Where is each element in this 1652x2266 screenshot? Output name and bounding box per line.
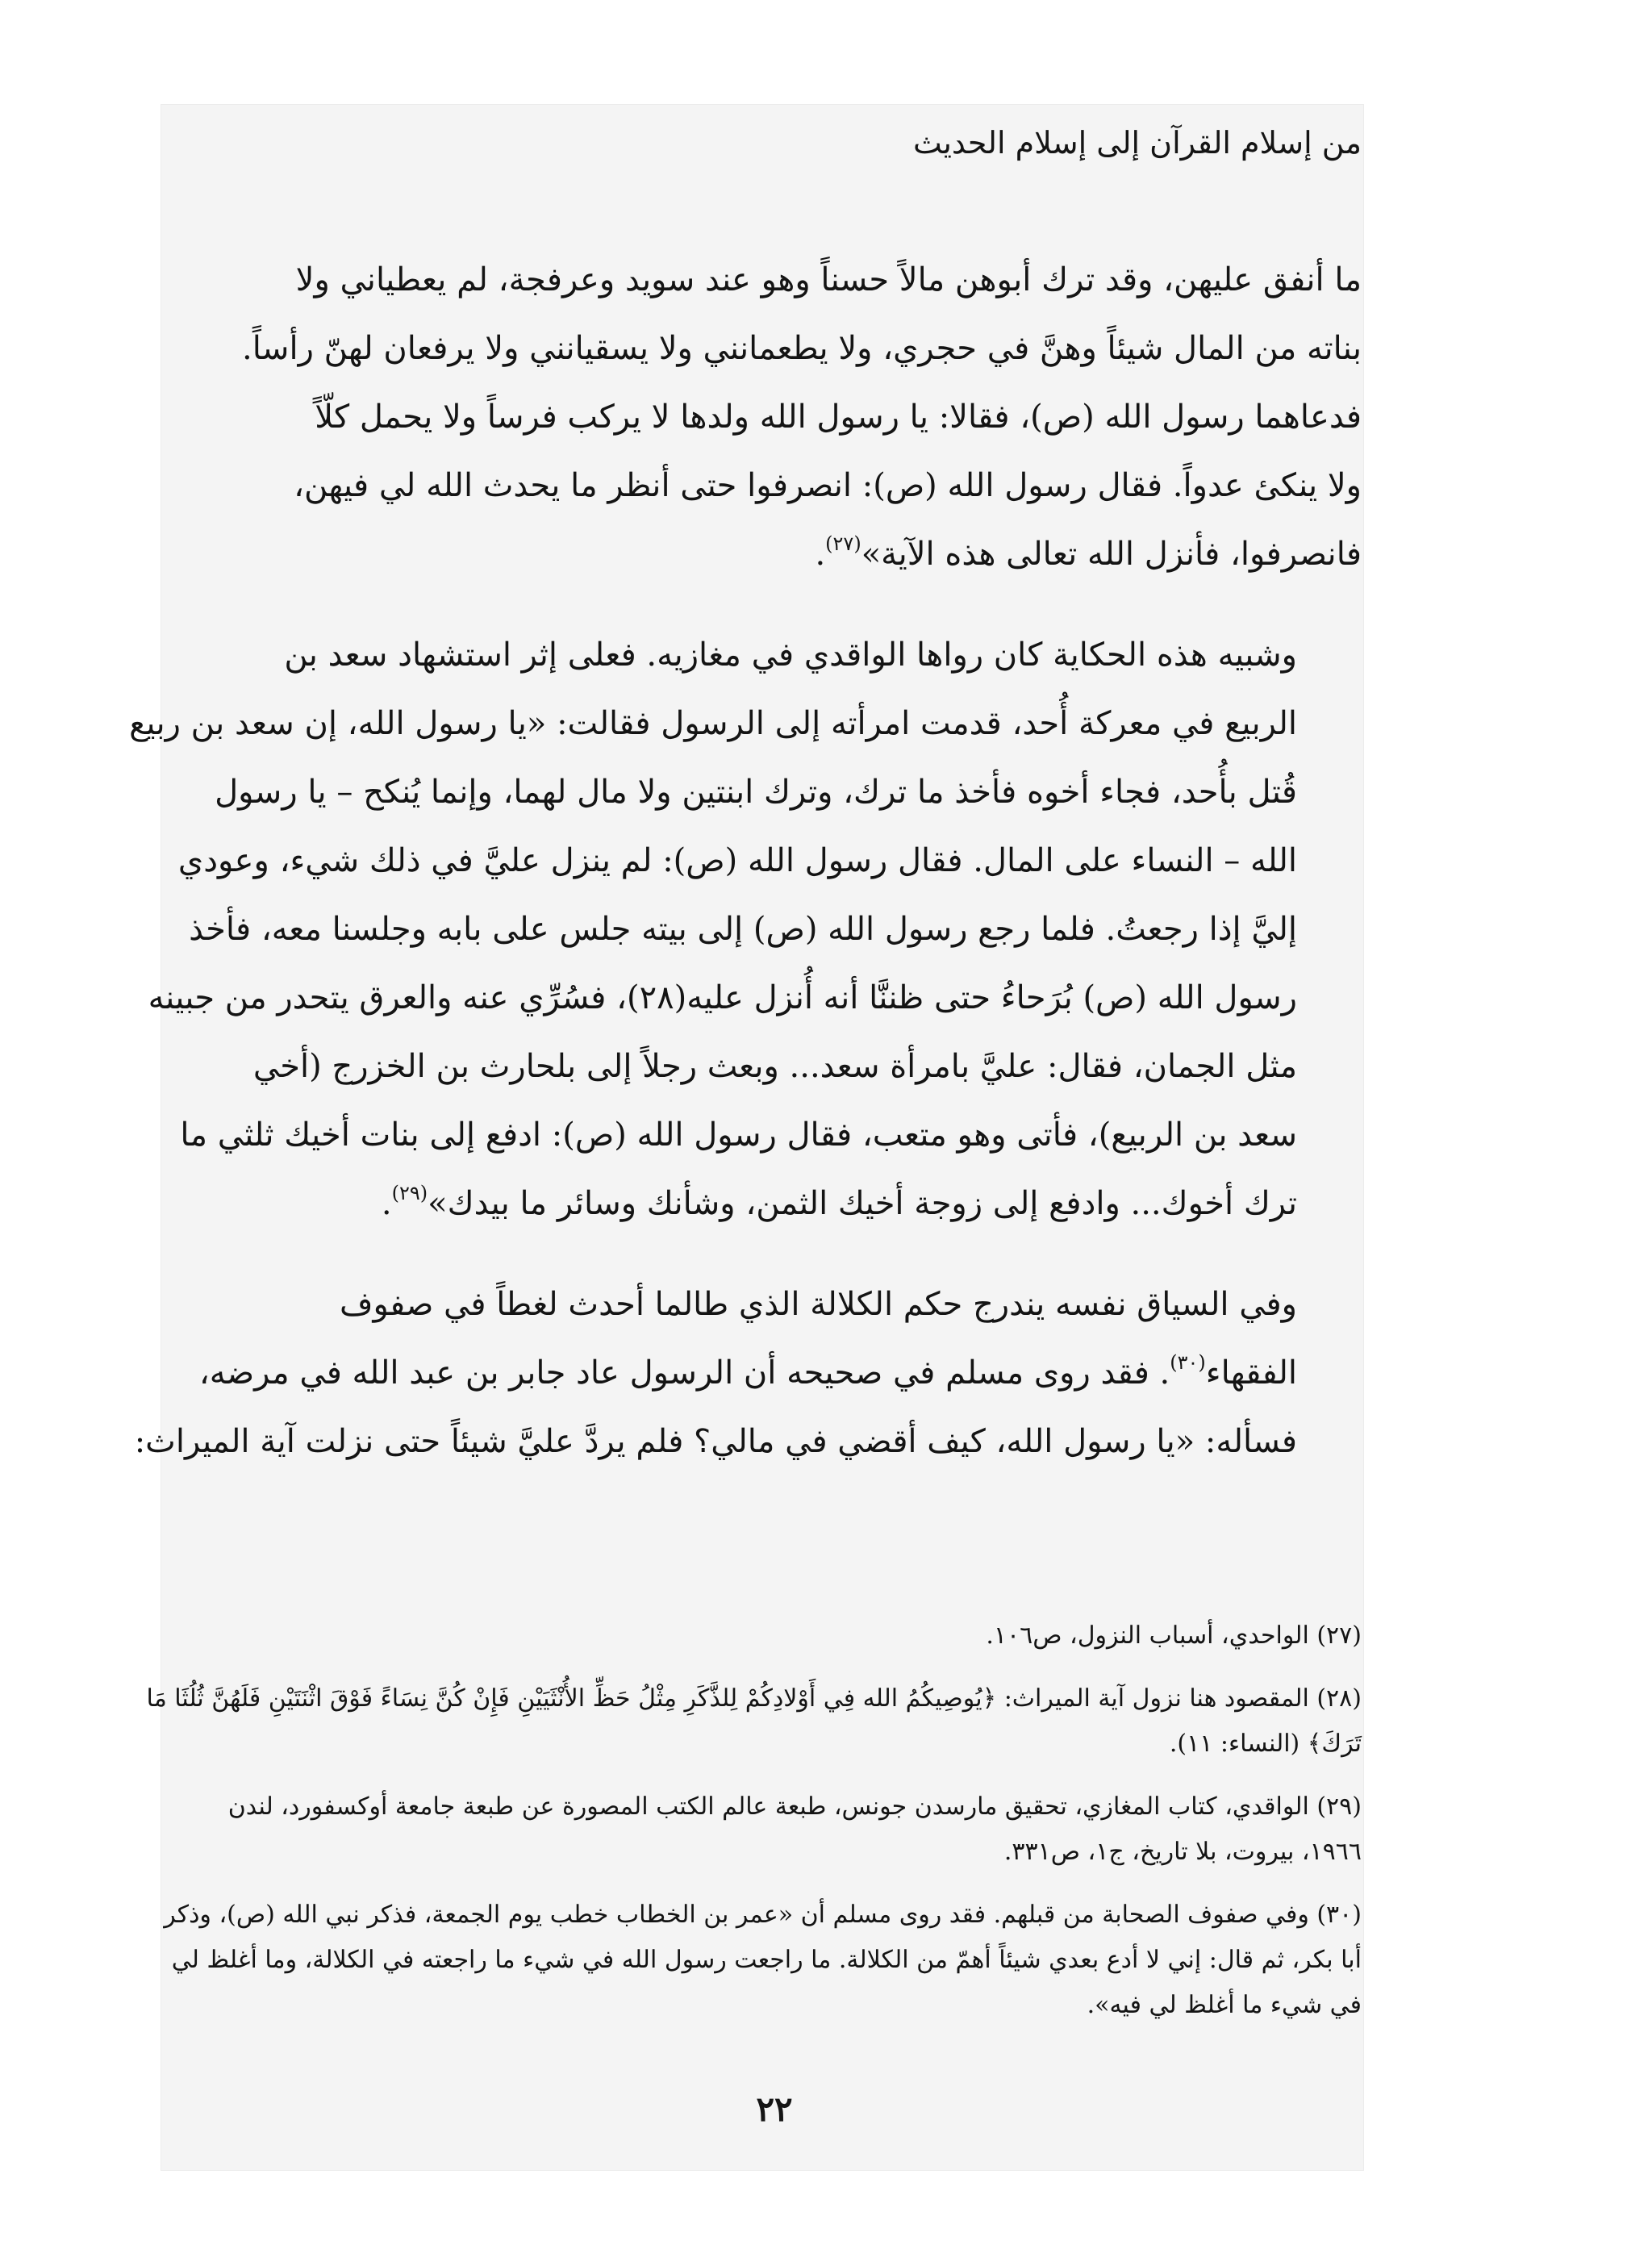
body-line: الربيع في معركة أُحد، قدمت امرأته إلى الرسول فقالت: «يا رسول الله، إن سعد بن ربيع [129,705,1297,742]
footnote-line: تَرَكَ﴾ (النساء: ١١). [1169,1730,1362,1758]
footnote-ref-29[interactable]: (٢٩) [391,1182,428,1204]
body-line: ولا ينكئ عدواً. فقال رسول الله (ص): انصرفوا حتى أنظر ما يحدث الله لي فيهن، [294,467,1362,504]
body-line: ما أنفق عليهن، وقد ترك أبوهن مالاً حسناً وهو عند سويد وعرفجة، لم يعطياني ولا [295,261,1362,298]
sentence-end: . [815,536,826,573]
body-line-with-ref [198,1339,1362,1408]
body-text [129,246,1362,1476]
footnote-line: (٢٩) الواقدي، كتاب المغازي، تحقيق مارسدن جونس، طبعة عالم الكتب المصورة عن طبعة جامعة أوكسفورد، لندن [227,1792,1362,1821]
footnote-line: في شيء ما أغلظ لي فيه». [1087,1991,1362,2019]
body-line: سعد بن الربيع)، فأتى وهو متعب، فقال رسول الله (ص): ادفع إلى بنات أخيك ثلثي ما [180,1116,1297,1154]
sentence-end: . [381,1185,392,1222]
footnote-ref-30[interactable]: (٣٠) [1170,1351,1206,1374]
body-line: الله – النساء على المال. فقال رسول الله (ص): لم ينزل عليَّ في ذلك شيء، وعودي [177,842,1297,879]
running-title: من إسلام القرآن إلى إسلام الحديث [913,125,1362,161]
footnote-30 [164,1893,1362,2028]
body-line: فدعاهما رسول الله (ص)، فقالا: يا رسول الله ولدها لا يركب فرساً ولا يحمل كلّاً [315,399,1362,436]
body-line: وفي السياق نفسه يندرج حكم الكلالة الذي طالما أحدث لغطاً في صفوف [340,1286,1297,1323]
body-line: فسأله: «يا رسول الله، كيف أقضي في مالي؟ فلم يردَّ عليَّ شيئاً حتى نزلت آية الميراث: [134,1423,1297,1460]
footnote-27 [289,1613,1362,1659]
body-line: إليَّ إذا رجعتُ. فلما رجع رسول الله (ص) إلى بيته جلس على بابه وجلسنا معه، فأخذ [189,911,1297,948]
paragraph-3 [134,1271,1362,1476]
footnote-line: أبا بكر، ثم قال: إني لا أدع بعدي شيئاً أهمّ من الكلالة. ما راجعت رسول الله في شيء ما راجعته في الكلالة، وما أغلظ لي [171,1946,1362,1974]
body-line: بناته من المال شيئاً وهنَّ في حجري، ولا يطعمانني ولا يسقيانني ولا يرفعان لهنّ رأساً. [242,330,1362,367]
body-line: قُتل بأُحد، فجاء أخوه فأخذ ما ترك، وترك ابنتين ولا مال لهما، وإنما يُنكح – يا رسول [215,774,1297,811]
body-line-last [289,1170,1362,1238]
footnote-line: ١٩٦٦، بيروت، بلا تاريخ، ج١، ص٣٣١. [1003,1838,1362,1866]
footnote-line: (٢٧) الواحدي، أسباب النزول، ص١٠٦. [986,1621,1362,1650]
page-number: ٢٢ [756,2089,793,2129]
body-line-text: . فقد روى مسلم في صحيحه أن الرسول عاد جابر بن عبد الله في مرضه، [198,1354,1170,1392]
body-line-text: فانصرفوا، فأنزل الله تعالى هذه الآية» [861,536,1362,573]
body-line: رسول الله (ص) بُرَحاءُ حتى ظننَّا أنه أُنزل عليه(٢٨)، فسُرِّي عنه والعرق يتحدر من جبينه [148,979,1297,1016]
footnote-28 [146,1676,1362,1767]
body-line-last [289,520,1362,589]
body-line: مثل الجمان، فقال: عليَّ بامرأة سعد... وبعث رجلاً إلى بلحارث بن الخزرج (أخي [252,1048,1297,1085]
footnote-ref-27[interactable]: (٢٧) [825,532,861,555]
body-line: وشبيه هذه الحكاية كان رواها الواقدي في مغازيه. فعلى إثر استشهاد سعد بن [284,636,1297,674]
footnote-29 [227,1784,1362,1875]
body-line-text: ترك أخوك... وادفع إلى زوجة أخيك الثمن، وشأنك وسائر ما بيدك» [428,1185,1297,1222]
footnotes [146,1613,1362,2046]
footnote-line: (٢٨) المقصود هنا نزول آية الميراث: ﴿يُوصِيكُمُ الله فِي أَوْلادِكُمْ لِلذَّكَرِ مِثْلُ حَظِّ الأُنْثَيَيْنِ فَإِنْ كُنَّ نِسَاءً فَوْقَ اثْنَتَيْنِ فَلَهُنَّ ثُلُثَا مَا [146,1684,1362,1713]
paragraph-2 [129,621,1362,1238]
footnote-line: (٣٠) وفي صفوف الصحابة من قبلهم. فقد روى مسلم أن «عمر بن الخطاب خطب يوم الجمعة، فذكر نبي الله (ص)، وذكر [164,1901,1362,1929]
paragraph-1 [242,246,1362,589]
body-line-text: الفقهاء [1205,1354,1297,1392]
